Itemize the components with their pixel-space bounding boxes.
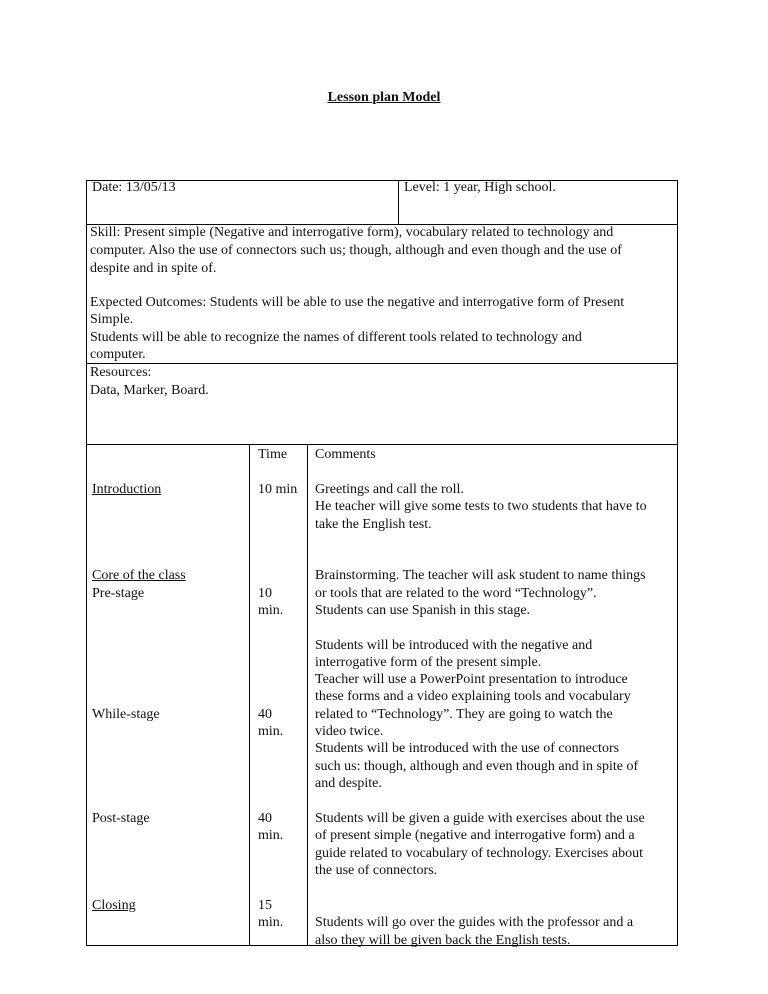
comment-line: Brainstorming. The teacher will ask student to name things bbox=[315, 568, 646, 583]
skill-line: computer. Also the use of connectors such us; though, although and even though and the use of bbox=[90, 243, 622, 258]
time-cell: 10 bbox=[258, 586, 272, 601]
time-cell: min. bbox=[258, 915, 284, 930]
outcome-line: Simple. bbox=[90, 312, 134, 327]
comment-line: video twice. bbox=[315, 724, 384, 739]
comment-line: take the English test. bbox=[315, 517, 432, 532]
comment-line: He teacher will give some tests to two students that have to bbox=[315, 499, 647, 514]
time-cell: min. bbox=[258, 828, 284, 843]
comment-line: Students can use Spanish in this stage. bbox=[315, 603, 531, 618]
column-divider-time bbox=[307, 444, 308, 946]
outcome-line: Students will be able to recognize the names of different tools related to technology and bbox=[90, 330, 582, 345]
stage-label: Closing bbox=[92, 898, 136, 913]
row-divider-skill bbox=[86, 363, 678, 364]
time-cell: min. bbox=[258, 603, 284, 618]
skill-line: despite and in spite of. bbox=[90, 261, 217, 276]
comment-line: such us: though, although and even though and in spite of bbox=[315, 759, 639, 774]
comment-line: related to “Technology”. They are going to watch the bbox=[315, 707, 613, 722]
resources-items: Data, Marker, Board. bbox=[90, 383, 209, 398]
comment-line: Students will be given a guide with exercises about the use bbox=[315, 811, 645, 826]
outcome-line: computer. bbox=[90, 347, 146, 362]
comment-line: Students will be introduced with the negative and bbox=[315, 638, 593, 653]
comment-line: these forms and a video explaining tools and vocabulary bbox=[315, 689, 631, 704]
stage-label: While-stage bbox=[92, 707, 160, 722]
stage-label: Introduction bbox=[92, 482, 162, 497]
comment-line: Students will be introduced with the use of connectors bbox=[315, 741, 620, 756]
resources-heading: Resources: bbox=[90, 365, 152, 380]
comment-line: and despite. bbox=[315, 776, 382, 791]
comment-line: Teacher will use a PowerPoint presentation to introduce bbox=[315, 672, 628, 687]
time-cell: 10 min bbox=[258, 482, 298, 497]
comment-line: guide related to vocabulary of technology. Exercises about bbox=[315, 846, 643, 861]
comment-line: of present simple (negative and interrogative form) and a bbox=[315, 828, 635, 843]
comments-header: Comments bbox=[315, 447, 376, 462]
stage-label: Pre-stage bbox=[92, 586, 145, 601]
stage-label: Post-stage bbox=[92, 811, 150, 826]
time-cell: min. bbox=[258, 724, 284, 739]
time-cell: 40 bbox=[258, 707, 272, 722]
time-header: Time bbox=[258, 447, 288, 462]
comment-line: or tools that are related to the word “Technology”. bbox=[315, 586, 597, 601]
level-cell: Level: 1 year, High school. bbox=[404, 180, 556, 195]
document-title: Lesson plan Model bbox=[327, 90, 441, 105]
column-divider-header bbox=[398, 180, 399, 224]
time-cell: 15 bbox=[258, 898, 272, 913]
comment-line: also they will be given back the English tests. bbox=[315, 933, 571, 948]
skill-line: Skill: Present simple (Negative and interrogative form), vocabulary related to technology and bbox=[90, 225, 614, 240]
comment-line: interrogative form of the present simple. bbox=[315, 655, 542, 670]
comment-line: the use of connectors. bbox=[315, 863, 438, 878]
section-label: Core of the class bbox=[92, 568, 186, 583]
comment-line: Greetings and call the roll. bbox=[315, 482, 464, 497]
date-cell: Date: 13/05/13 bbox=[92, 180, 176, 195]
comment-line: Students will go over the guides with the professor and a bbox=[315, 915, 634, 930]
outcome-line: Expected Outcomes: Students will be able to use the negative and interrogative form of Present bbox=[90, 295, 625, 310]
time-cell: 40 bbox=[258, 811, 272, 826]
column-divider-stage bbox=[249, 444, 250, 946]
row-divider-resources bbox=[86, 444, 678, 445]
